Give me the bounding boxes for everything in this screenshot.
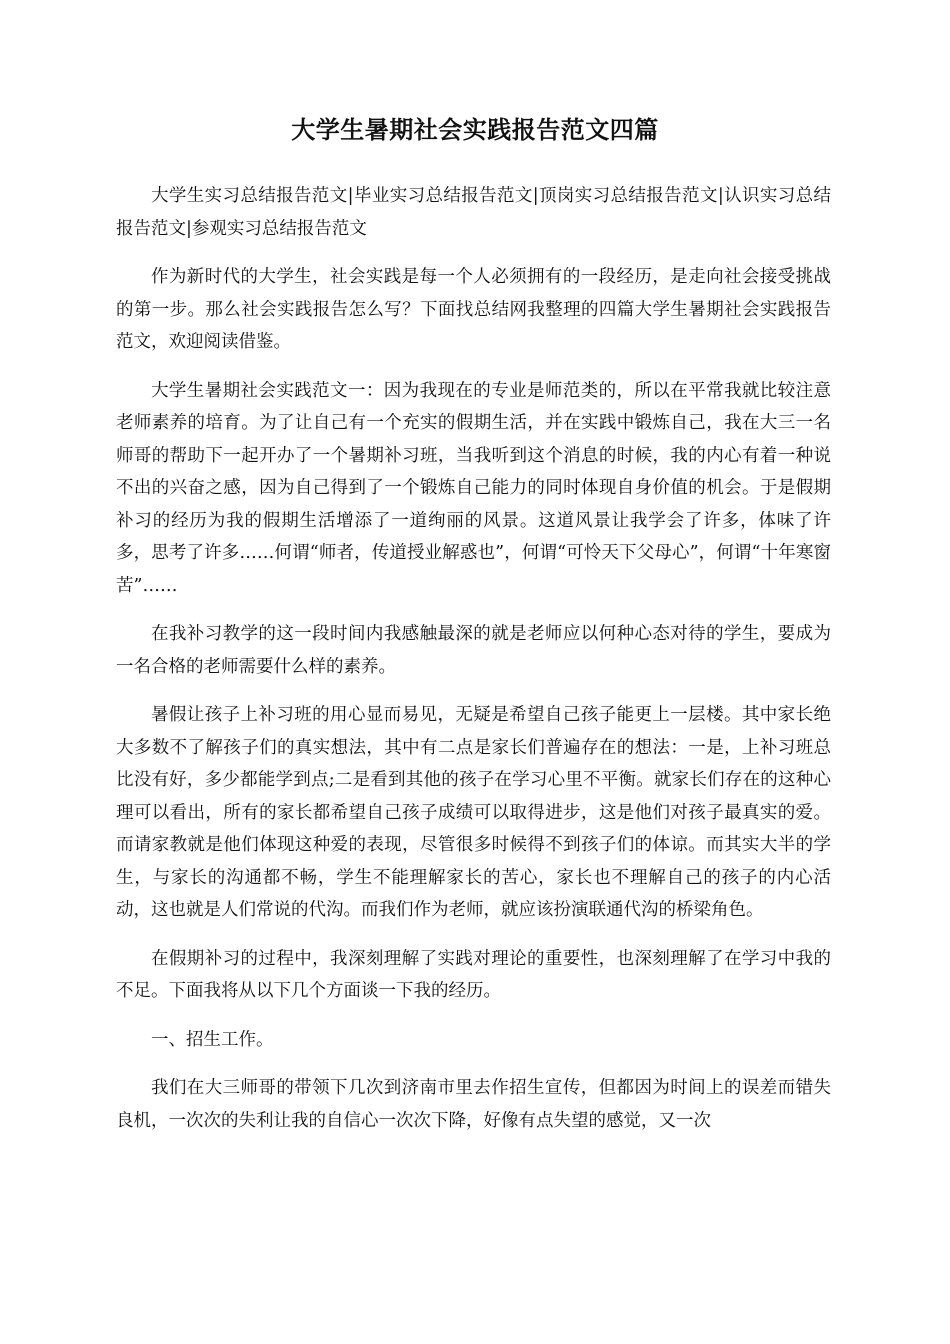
paragraph-links: 大学生实习总结报告范文|毕业实习总结报告范文|顶岗实习总结报告范文|认识实习总结报告范文|参观实习总结报告范文 <box>116 186 831 239</box>
paragraph-enrollment: 我们在大三师哥的带领下几次到济南市里去作招生宣传，但都因为时间上的误差而错失良机，一次次的失利让我的自信心一次次下降，好像有点失望的感觉，又一次 <box>116 1078 831 1131</box>
paragraph-intro: 作为新时代的大学生，社会实践是每一个人必须拥有的一段经历，是走向社会接受挑战的第一步。那么社会实践报告怎么写？下面找总结网我整理的四篇大学生暑期社会实践报告范文，欢迎阅读借鉴。 <box>116 267 831 352</box>
document-body <box>116 180 831 1153</box>
paragraph-sample-one: 大学生暑期社会实践范文一：因为我现在的专业是师范类的，所以在平常我就比较注意老师素养的培育。为了让自己有一个充实的假期生活，并在实践中锻炼自己，我在大三一名师哥的帮助下一起开办了一个暑期补习班，当我听到这个消息的时候，我的内心有着一种说不出的兴奋之感，因为自己得到了一个锻炼自己能力的同时体现自身价值的机会。于是假期补习的经历为我的假期生活增添了一道绚丽的风景。这道风景让我学会了许多，体味了许多，思考了许多……何谓“师者，传道授业解惑也”，何谓“可怜天下父母心”，何谓“十年寒窗苦”…… <box>116 380 831 596</box>
paragraph-practice: 在假期补习的过程中，我深刻理解了实践对理论的重要性，也深刻理解了在学习中我的不足。下面我将从以下几个方面谈一下我的经历。 <box>116 948 831 1001</box>
paragraph-teaching-reflection: 在我补习教学的这一段时间内我感触最深的就是老师应以何种心态对待的学生，要成为一名合格的老师需要什么样的素养。 <box>116 624 831 677</box>
paragraph-parents: 暑假让孩子上补习班的用心显而易见，无疑是希望自己孩子能更上一层楼。其中家长绝大多数不了解孩子们的真实想法，其中有二点是家长们普遍存在的想法：一是，上补习班总比没有好，多少都能学到点;二是看到其他的孩子在学习心里不平衡。就家长们存在的这种心理可以看出，所有的家长都希望自己孩子成绩可以取得进步，这是他们对孩子最真实的爱。而请家教就是他们体现这种爱的表现，尽管很多时候得不到孩子们的体谅。而其实大半的学生，与家长的沟通都不畅，学生不能理解家长的苦心，家长也不理解自己的孩子的内心活动，这也就是人们常说的代沟。而我们作为老师，就应该扮演联通代沟的桥梁角色。 <box>116 705 831 920</box>
document-title: 大学生暑期社会实践报告范文四篇 <box>291 115 659 144</box>
section-heading-enrollment: 一、招生工作。 <box>151 1029 274 1050</box>
